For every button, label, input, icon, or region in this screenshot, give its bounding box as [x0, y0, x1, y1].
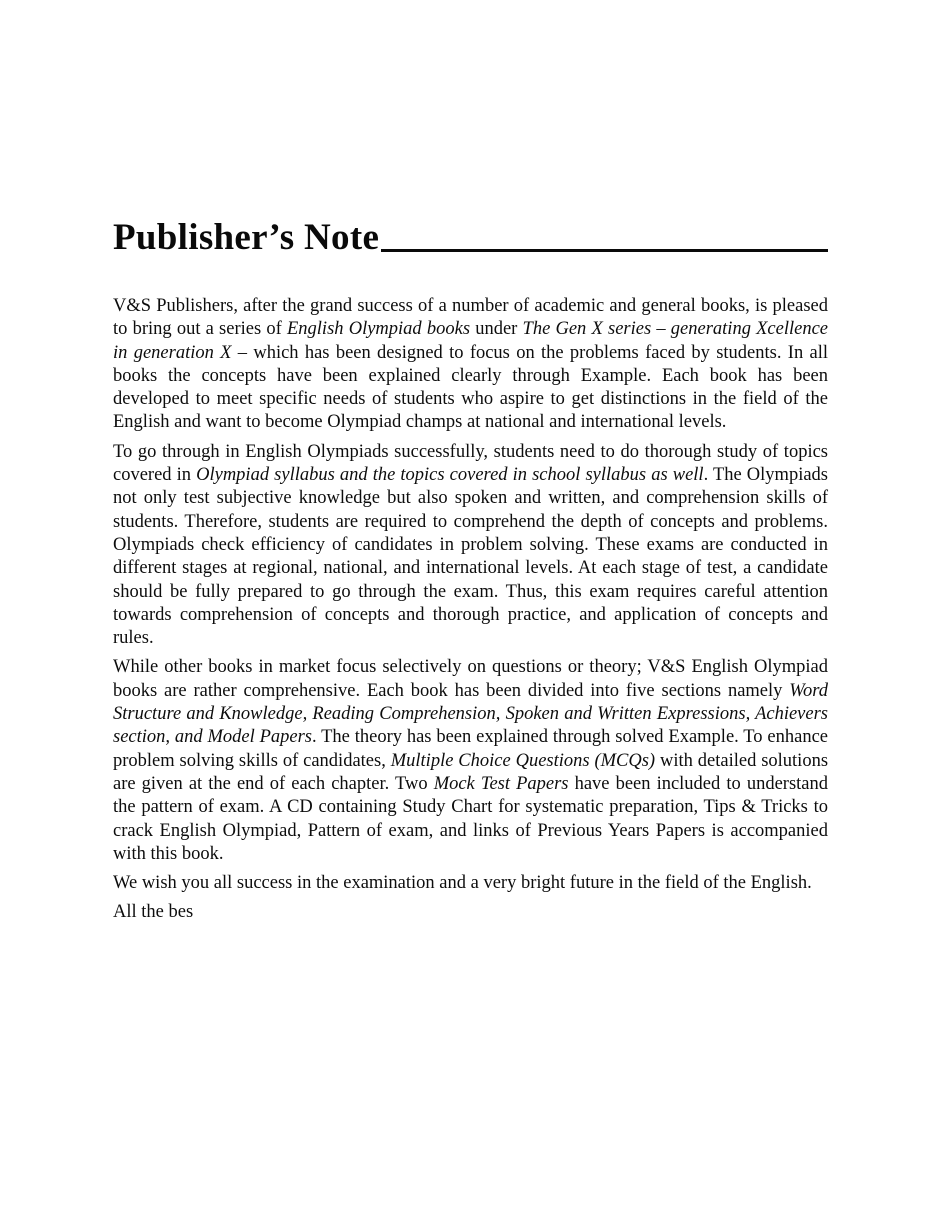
paragraph-intro: V&S Publishers, after the grand success of a number of academic and general books, is pleased to bring out a series of English Olympiad books under The Gen X series – generating Xcellence in generation X – which has been designed to focus on the problems faced by students. In all books the concepts have been explained clearly through Example. Each book has been developed to meet specific needs of students who aspire to get distinctions in the field of the English and want to become Olympiad champs at national and international levels.	[113, 296, 829, 433]
note-body	[113, 295, 828, 931]
page-title: Publisher’s Note	[113, 217, 380, 258]
paragraph-signoff: All the bes	[113, 902, 194, 923]
title-row	[113, 218, 828, 259]
paragraph-book-sections: While other books in market focus selectively on questions or theory; V&S English Olympiad books are rather comprehensive. Each book has been divided into five sections namely Word Structure and Knowledge, Reading Comprehension, Spoken and Written Expressions, Achievers section, and Model Papers. The theory has been explained through solved Example. To enhance problem solving skills of candidates, Multiple Choice Questions (MCQs) with detailed solutions are given at the end of each chapter. Two Mock Test Papers have been included to understand the pattern of exam. A CD containing Study Chart for systematic preparation, Tips & Tricks to crack English Olympiad, Pattern of exam, and links of Previous Years Papers is accompanied with this book.	[113, 657, 829, 864]
paragraph-wishes: We wish you all success in the examination and a very bright future in the field of the English.	[113, 873, 812, 894]
title-underline	[381, 249, 828, 252]
paragraph-olympiad-study: To go through in English Olympiads successfully, students need to do thorough study of topics covered in Olympiad syllabus and the topics covered in school syllabus as well. The Olympiads not only test subjective knowledge but also spoken and written, and comprehension skills of students. Therefore, students are required to comprehend the depth of concepts and problems. Olympiads check efficiency of candidates in problem solving. These exams are conducted in different stages at regional, national, and international levels. At each stage of test, a candidate should be fully prepared to go through the exam. Thus, this exam requires careful attention towards comprehension of concepts and thorough practice, and application of concepts and rules.	[113, 441, 828, 649]
